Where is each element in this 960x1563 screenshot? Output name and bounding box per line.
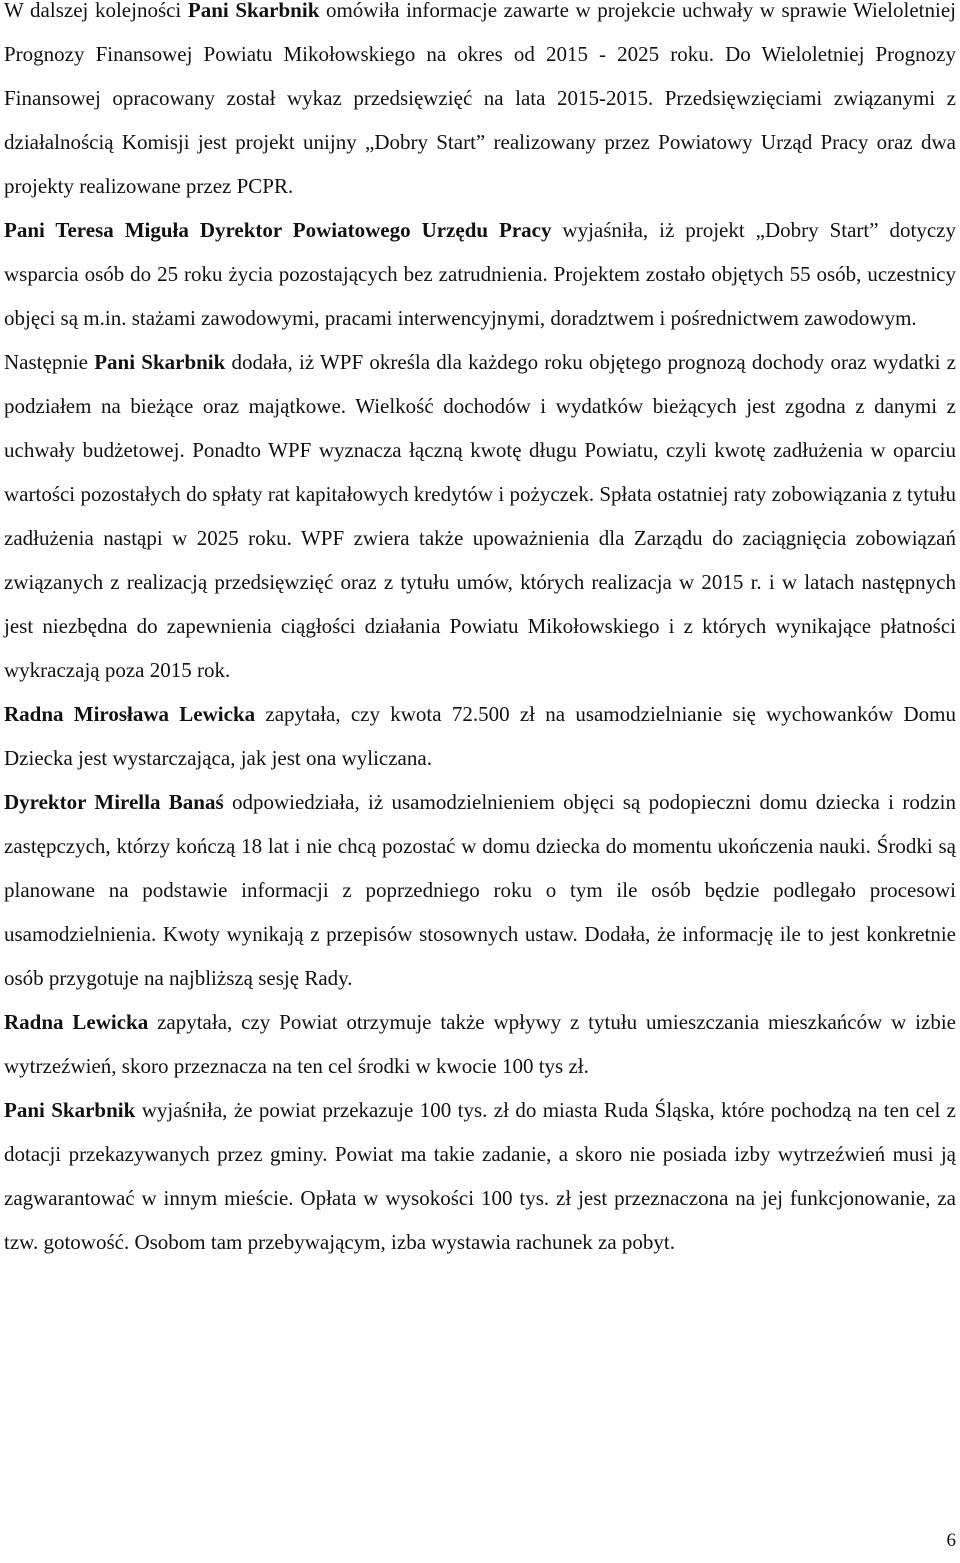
speaker-name: Pani Skarbnik bbox=[4, 1098, 136, 1122]
paragraph-lewicka-question-2 bbox=[4, 1000, 956, 1088]
paragraph-pup-explanation bbox=[4, 208, 956, 340]
speaker-name: Pani Skarbnik bbox=[187, 0, 320, 22]
text-segment: wyjaśniła, że powiat przekazuje 100 tys. zł do miasta Ruda Śląska, które pochodzą na ten cel z dotacji przekazywanych przez gminy. Powiat ma takie zadanie, a skoro nie posiada izby wytrzeźwień musi ją zagwarantować w innym mieście. Opłata w wysokości 100 tys. zł jest przeznaczona na jej funkcjonowanie, za tzw. gotowość. Osobom tam przebywającym, izba wystawia rachunek za pobyt. bbox=[4, 1098, 956, 1254]
text-segment: wyjaśniła, iż projekt „Dobry Start” dotyczy wsparcia osób do 25 roku życia pozostających bez zatrudnienia. Projektem zostało objętych 55 osób, uczestnicy objęci są m.in. stażami zawodowymi, pracami interwencyjnymi, doradztwem i pośrednictwem zawodowym. bbox=[4, 218, 956, 330]
paragraph-skarbnik-answer bbox=[4, 1088, 956, 1264]
text-segment: Następnie bbox=[4, 350, 95, 374]
text-segment: zapytała, czy kwota 72.500 zł na usamodzielnianie się wychowanków Domu Dziecka jest wystarczająca, jak jest ona wyliczana. bbox=[4, 702, 956, 770]
document-body bbox=[4, 0, 956, 1264]
speaker-name: Dyrektor Mirella Banaś bbox=[4, 790, 224, 814]
text-segment: odpowiedziała, iż usamodzielnieniem objęci są podopieczni domu dziecka i rodzin zastępczych, którzy kończą 18 lat i nie chcą pozostać w domu dziecka do momentu ukończenia nauki. Środki są planowane na podstawie informacji z poprzedniego roku o tym ile osób będzie podlegało procesowi usamodzielnienia. Kwoty wynikają z przepisów stosownych ustaw. Dodała, że informację ile to jest konkretnie osób przygotuje na najbliższą sesję Rady. bbox=[4, 790, 956, 990]
paragraph-banas-answer bbox=[4, 780, 956, 1000]
paragraph-wpf-intro bbox=[4, 0, 956, 208]
paragraph-wpf-details bbox=[4, 340, 956, 692]
speaker-name: Pani Skarbnik bbox=[94, 350, 226, 374]
text-segment: W dalszej kolejności bbox=[4, 0, 188, 22]
text-segment: omówiła informacje zawarte w projekcie uchwały w sprawie Wieloletniej Prognozy Finansowej Powiatu Mikołowskiego na okres od 2015 - 2025 roku. Do Wieloletniej Prognozy Finansowej opracowany został wykaz przedsięwzięć na lata 2015-2015. Przedsięwzięciami związanymi z działalnością Komisji jest projekt unijny „Dobry Start” realizowany przez Powiatowy Urząd Pracy oraz dwa projekty realizowane przez PCPR. bbox=[4, 0, 956, 198]
speaker-name: Radna Lewicka bbox=[4, 1010, 149, 1034]
page-number: 6 bbox=[946, 1530, 956, 1551]
text-segment: dodała, iż WPF określa dla każdego roku objętego prognozą dochody oraz wydatki z podziałem na bieżące oraz majątkowe. Wielkość dochodów i wydatków bieżących jest zgodna z danymi z uchwały budżetowej. Ponadto WPF wyznacza łączną kwotę długu Powiatu, czyli kwotę zadłużenia w oparciu wartości pozostałych do spłaty rat kapitałowych kredytów i pożyczek. Spłata ostatniej raty zobowiązania z tytułu zadłużenia nastąpi w 2025 roku. WPF zwiera także upoważnienia dla Zarządu do zaciągnięcia zobowiązań związanych z realizacją przedsięwzięć oraz z tytułu umów, których realizacja w 2015 r. i w latach następnych jest niezbędna do zapewnienia ciągłości działania Powiatu Mikołowskiego i z których wynikające płatności wykraczają poza 2015 rok. bbox=[4, 350, 956, 682]
text-segment: zapytała, czy Powiat otrzymuje także wpływy z tytułu umieszczania mieszkańców w izbie wytrzeźwień, skoro przeznacza na ten cel środki w kwocie 100 tys zł. bbox=[4, 1010, 956, 1078]
speaker-name: Radna Mirosława Lewicka bbox=[4, 702, 256, 726]
paragraph-lewicka-question bbox=[4, 692, 956, 780]
speaker-name: Pani Teresa Miguła Dyrektor Powiatowego Urzędu Pracy bbox=[4, 218, 552, 242]
